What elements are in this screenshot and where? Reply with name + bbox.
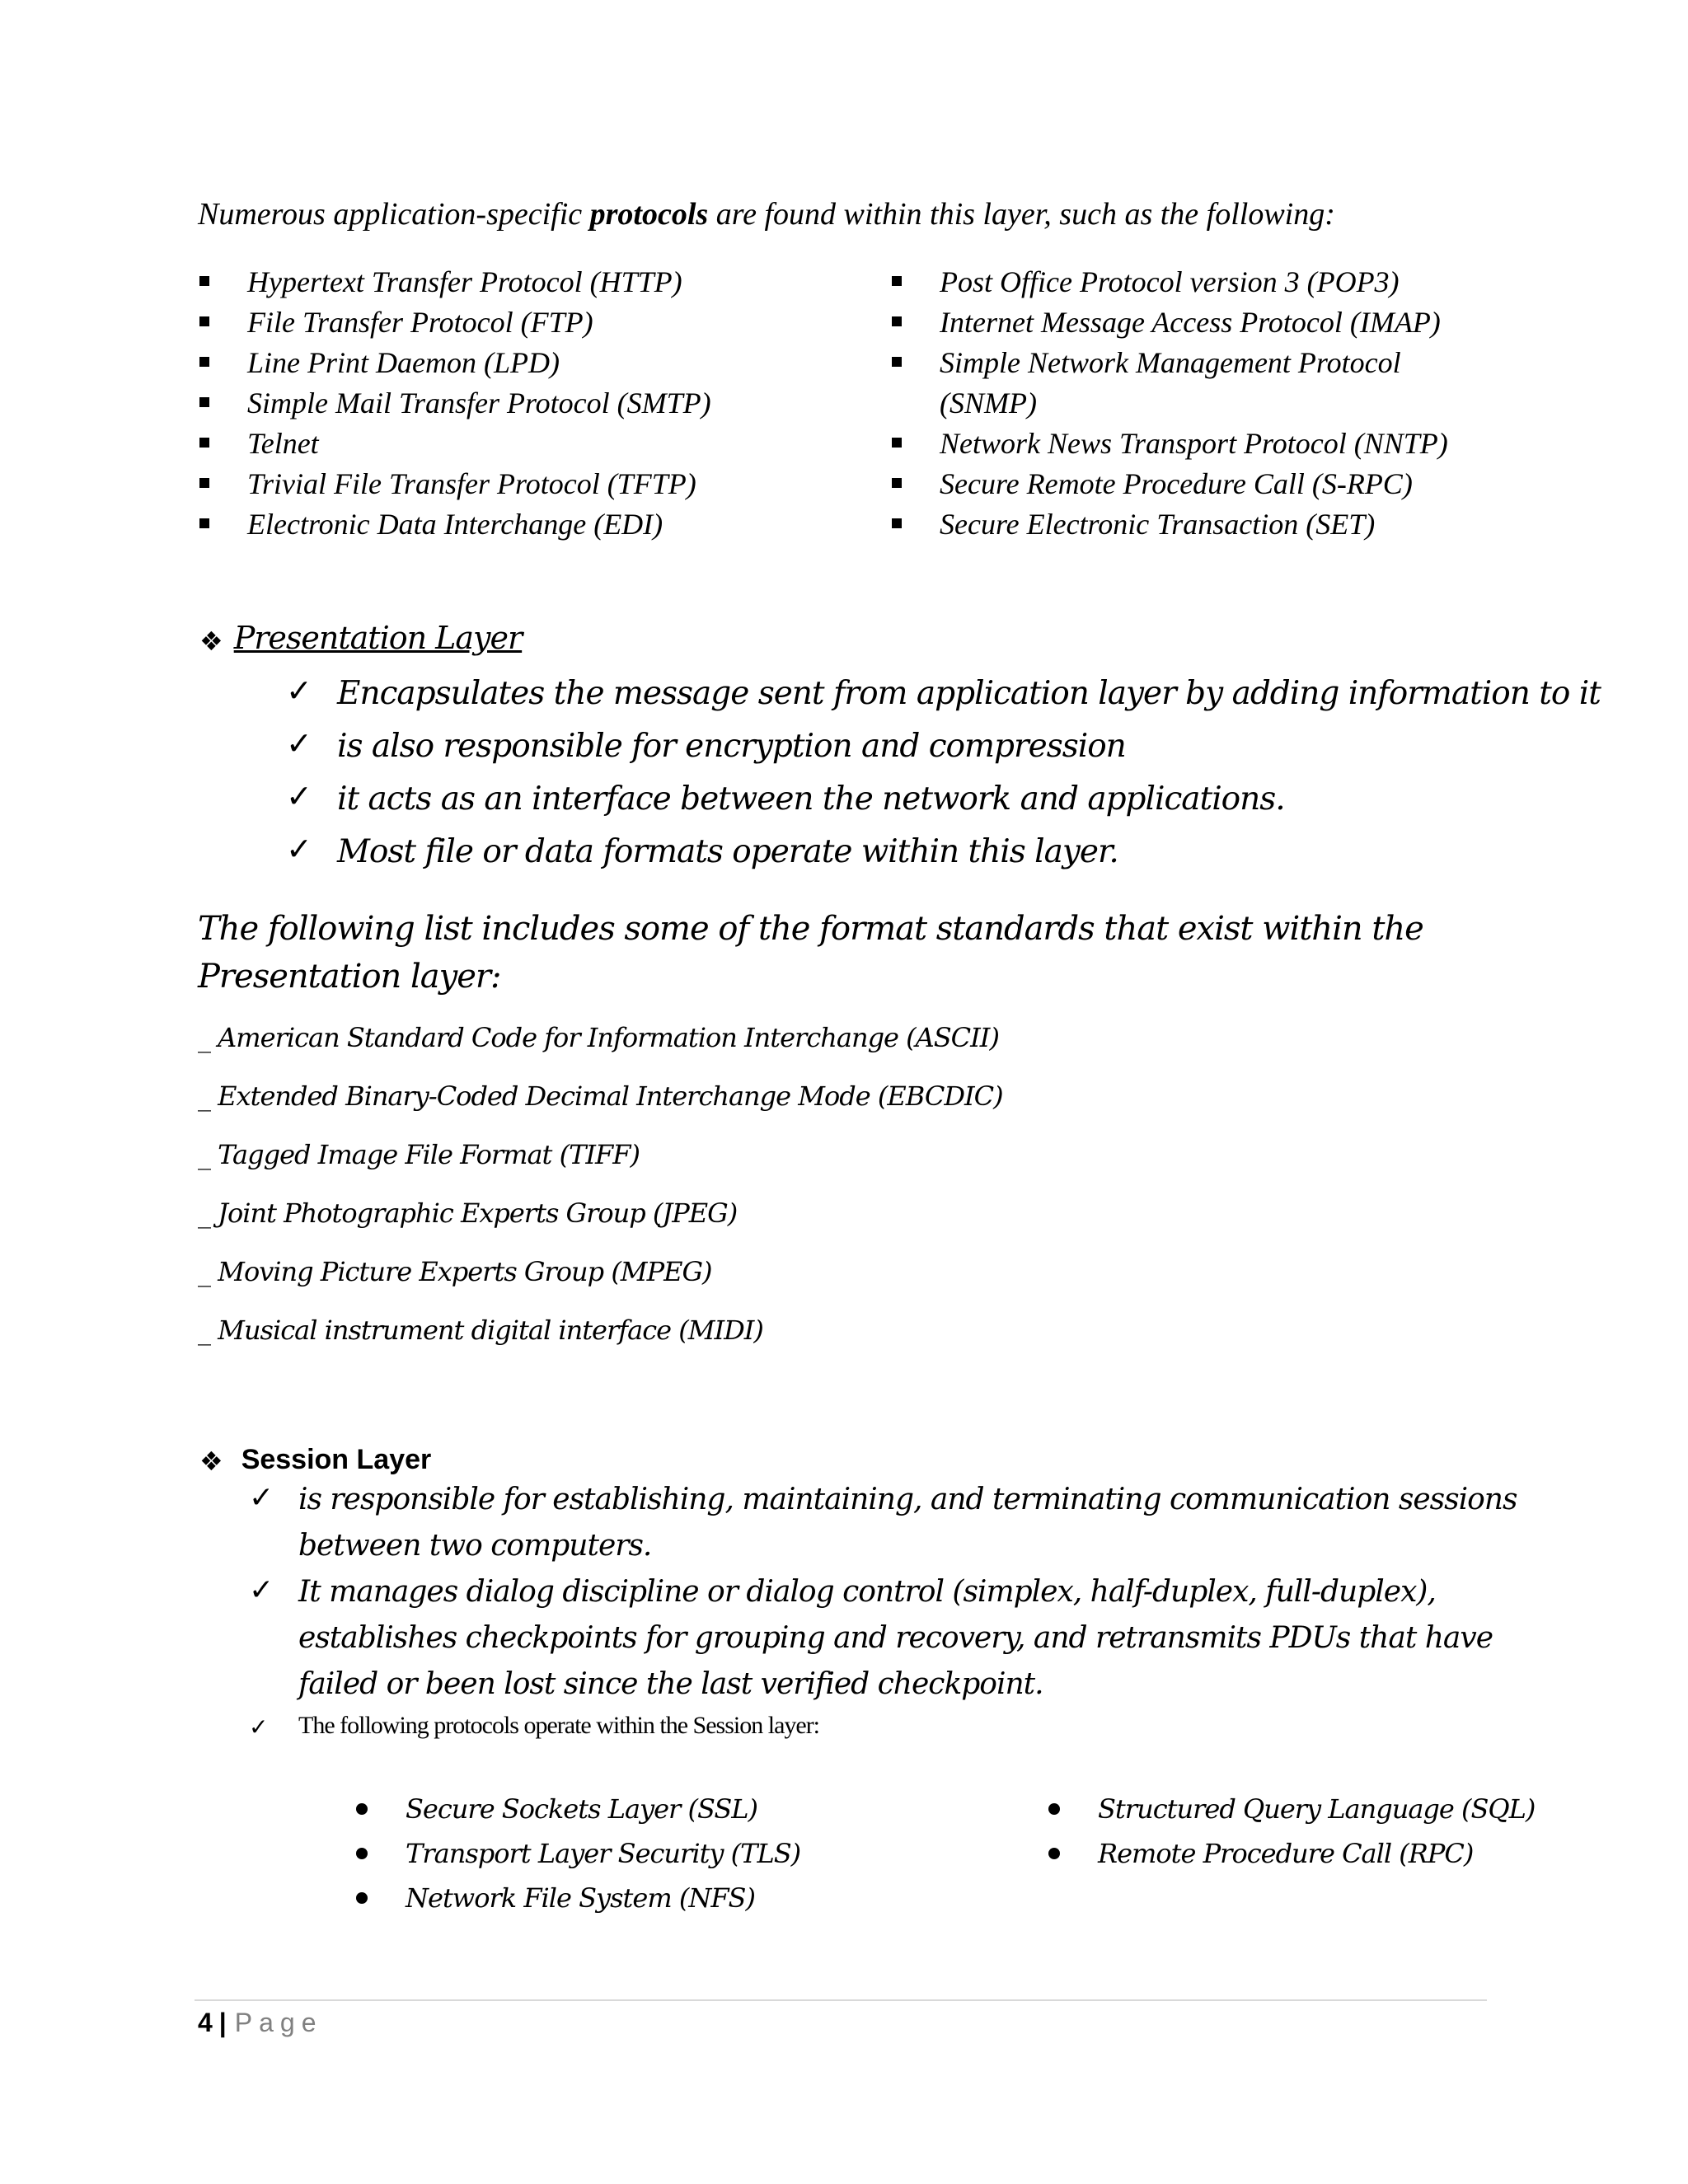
square-bullet-icon xyxy=(892,316,902,326)
intro-text-after: are found within this layer, such as the following: xyxy=(708,197,1335,232)
presentation-layer-points xyxy=(286,668,1601,879)
square-bullet-icon xyxy=(892,478,902,488)
list-item-text: Hypertext Transfer Protocol (HTTP) xyxy=(247,265,682,298)
square-bullet-icon xyxy=(892,438,902,448)
list-item xyxy=(249,1708,1543,1744)
list-item-text: Network File System (NFS) xyxy=(406,1882,755,1914)
list-item xyxy=(892,504,1451,545)
session-protocol-list-right xyxy=(1048,1787,1535,1876)
square-bullet-icon xyxy=(892,357,902,367)
list-item xyxy=(199,262,711,302)
application-protocol-list-left xyxy=(199,262,711,545)
list-item xyxy=(199,464,711,504)
list-item xyxy=(249,1569,1543,1708)
list-item: _ Extended Binary-Coded Decimal Interchange Mode (EBCDIC) xyxy=(198,1080,1003,1112)
intro-text-bold: protocols xyxy=(589,197,709,232)
square-bullet-icon xyxy=(199,438,209,448)
list-item xyxy=(892,343,1451,424)
format-standards-intro: The following list includes some of the format standards that exist within the Presentation layer: xyxy=(198,910,1423,996)
checkmark-icon: ✓ xyxy=(286,778,312,814)
square-bullet-icon xyxy=(199,357,209,367)
list-item-text: Post Office Protocol version 3 (POP3) xyxy=(940,265,1400,298)
list-item xyxy=(199,302,711,343)
list-item-text: Line Print Daemon (LPD) xyxy=(247,346,560,379)
diamond-bullet-icon: ❖ xyxy=(199,625,223,657)
session-protocol-list-left xyxy=(356,1787,800,1920)
checkmark-icon: ✓ xyxy=(249,1713,268,1741)
checkmark-icon: ✓ xyxy=(286,831,312,867)
session-layer-title: Session Layer xyxy=(241,1444,432,1475)
checkmark-icon: ✓ xyxy=(249,1573,274,1607)
list-item-text: is also responsible for encryption and compression xyxy=(337,728,1126,765)
list-item: _ Musical instrument digital interface (MIDI) xyxy=(198,1315,763,1346)
list-item xyxy=(892,262,1451,302)
list-item-text: Telnet xyxy=(247,427,319,460)
square-bullet-icon xyxy=(199,397,209,407)
list-item xyxy=(249,1477,1543,1569)
session-layer-points xyxy=(249,1477,1543,1744)
presentation-layer-title: Presentation Layer xyxy=(233,620,523,656)
list-item-text: Transport Layer Security (TLS) xyxy=(406,1838,801,1869)
list-item-text: Simple Mail Transfer Protocol (SMTP) xyxy=(247,387,711,419)
list-item xyxy=(356,1876,800,1920)
list-item-text: Simple Network Management Protocol (SNMP) xyxy=(940,346,1401,419)
list-item-text: Secure Electronic Transaction (SET) xyxy=(940,508,1376,541)
list-item-text: is responsible for establishing, maintaining, and terminating communication sessions between two computers. xyxy=(298,1483,1517,1563)
round-bullet-icon xyxy=(356,1803,368,1815)
list-item xyxy=(892,302,1451,343)
round-bullet-icon xyxy=(1048,1848,1060,1859)
square-bullet-icon xyxy=(199,518,209,528)
list-item: _ American Standard Code for Information Interchange (ASCII) xyxy=(198,1022,999,1053)
presentation-layer-heading xyxy=(199,620,522,657)
round-bullet-icon xyxy=(356,1892,368,1904)
list-item-text: The following protocols operate within the Session layer: xyxy=(298,1712,820,1739)
application-protocol-list-right xyxy=(892,262,1451,545)
list-item xyxy=(286,720,1601,773)
page-footer xyxy=(198,2008,322,2038)
list-item xyxy=(199,343,711,383)
square-bullet-icon xyxy=(892,276,902,286)
format-standards-list xyxy=(198,1022,1003,1373)
checkmark-icon: ✓ xyxy=(249,1481,274,1515)
list-item-text: Network News Transport Protocol (NNTP) xyxy=(940,427,1448,460)
list-item-text: Trivial File Transfer Protocol (TFTP) xyxy=(247,467,696,500)
list-item xyxy=(199,504,711,545)
round-bullet-icon xyxy=(356,1848,368,1859)
checkmark-icon: ✓ xyxy=(286,673,312,709)
list-item-text: Most file or data formats operate within this layer. xyxy=(337,833,1118,870)
list-item-text: Electronic Data Interchange (EDI) xyxy=(247,508,663,541)
footer-divider xyxy=(195,1999,1487,2001)
list-item: _ Moving Picture Experts Group (MPEG) xyxy=(198,1256,712,1287)
footer-separator: | xyxy=(218,2008,227,2037)
square-bullet-icon xyxy=(199,316,209,326)
list-item xyxy=(199,383,711,424)
square-bullet-icon xyxy=(892,518,902,528)
intro-text-before: Numerous application-specific xyxy=(198,197,590,232)
list-item-text: Secure Sockets Layer (SSL) xyxy=(406,1793,757,1825)
list-item xyxy=(356,1787,800,1831)
list-item-text: Remote Procedure Call (RPC) xyxy=(1098,1838,1474,1869)
list-item xyxy=(892,424,1451,464)
list-item xyxy=(356,1831,800,1876)
list-item xyxy=(286,826,1601,879)
diamond-bullet-icon: ❖ xyxy=(199,1446,223,1478)
list-item xyxy=(286,668,1601,720)
round-bullet-icon xyxy=(1048,1803,1060,1815)
page-number: 4 xyxy=(198,2008,213,2037)
intro-sentence xyxy=(198,196,1335,232)
list-item xyxy=(1048,1787,1535,1831)
list-item xyxy=(892,464,1451,504)
session-layer-heading xyxy=(199,1444,431,1477)
list-item-text: Secure Remote Procedure Call (S-RPC) xyxy=(940,467,1413,500)
list-item-text: it acts as an interface between the network and applications. xyxy=(337,780,1285,818)
list-item: _ Tagged Image File Format (TIFF) xyxy=(198,1139,640,1170)
checkmark-icon: ✓ xyxy=(286,725,312,762)
list-item-text: It manages dialog discipline or dialog control (simplex, half-duplex, full-duplex), establishes checkpoints for grouping and recovery, and retransmits PDUs that have failed or been lost since the last verified checkpoint. xyxy=(298,1575,1493,1701)
square-bullet-icon xyxy=(199,478,209,488)
page-label: Page xyxy=(234,2008,323,2037)
list-item-text: Encapsulates the message sent from application layer by adding information to it xyxy=(337,675,1601,712)
list-item xyxy=(286,773,1601,826)
list-item-text: File Transfer Protocol (FTP) xyxy=(247,306,593,339)
list-item-text: Structured Query Language (SQL) xyxy=(1098,1793,1536,1825)
list-item xyxy=(199,424,711,464)
list-item-text: Internet Message Access Protocol (IMAP) xyxy=(940,306,1441,339)
list-item xyxy=(1048,1831,1535,1876)
list-item: _ Joint Photographic Experts Group (JPEG) xyxy=(198,1197,738,1229)
square-bullet-icon xyxy=(199,276,209,286)
